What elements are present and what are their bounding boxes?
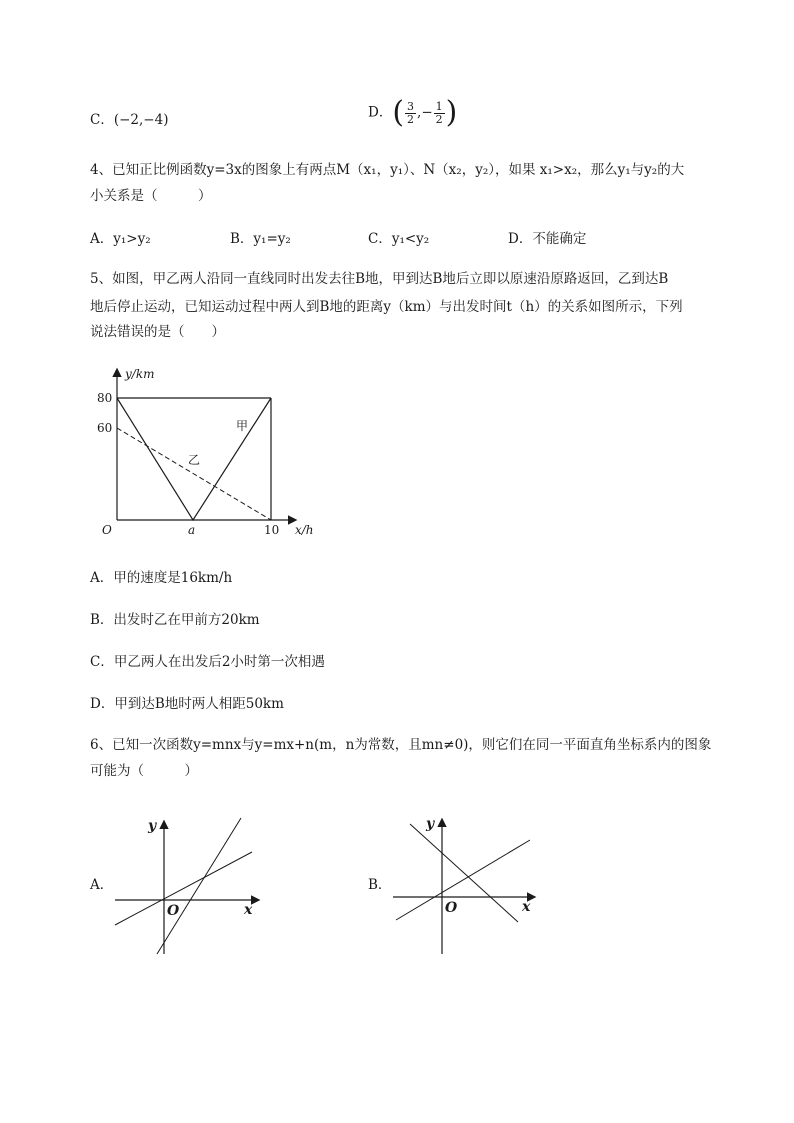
series-yi-label: 乙: [188, 453, 201, 467]
q5-option-a: A．甲的速度是16km/h: [90, 570, 233, 586]
option-label: C．: [90, 112, 114, 128]
q5-option-b: B．出发时乙在甲前方20km: [90, 612, 260, 628]
x-axis-label: x: [244, 902, 253, 918]
q4-stem-line2: 小关系是（ ）: [90, 188, 212, 204]
series-yi-line: [117, 428, 271, 520]
q5-option-c: C．甲乙两人在出发后2小时第一次相遇: [90, 654, 325, 670]
origin-label: O: [167, 903, 180, 919]
q6-graph-a: [110, 812, 270, 960]
line-1: [410, 824, 518, 922]
q5-stem-line1: 5、如图，甲乙两人沿同一直线同时出发去往B地，甲到达B地后立即以原速沿原路返回，乙到达B: [90, 271, 669, 287]
option-value: (−2,−4): [113, 112, 169, 128]
origin-label: O: [445, 900, 458, 916]
left-paren: (: [392, 95, 405, 130]
x-tick-a: a: [188, 523, 196, 537]
x-tick-10: 10: [264, 523, 280, 537]
series-jia-label: 甲: [236, 419, 249, 433]
q6-stem-line2: 可能为（ ）: [90, 763, 198, 779]
q6-option-b-label: B．: [368, 877, 392, 893]
q5-stem-line2: 地后停止运动，已知运动过程中两人到B地的距离y（km）与出发时间t（h）的关系如图所示，下列: [90, 299, 683, 315]
y-tick-60: 60: [97, 421, 113, 435]
y-axis-label: y/km: [125, 367, 155, 381]
q6-stem-line1: 6、已知一次函数y=mnx与y=mx+n(m，n为常数，且mn≠0)，则它们在同一平面直角坐标系内的图象: [90, 737, 712, 753]
origin-label: O: [102, 523, 112, 537]
line-1: [115, 852, 252, 925]
line-2: [396, 840, 530, 920]
q6-graph-b: [388, 812, 548, 960]
y-axis-label: y: [426, 816, 435, 832]
right-paren: ): [445, 95, 458, 130]
q4-option-c: C．y₁<y₂: [368, 231, 430, 247]
y-tick-80: 80: [97, 391, 113, 405]
line-2: [157, 818, 241, 954]
q5-option-d: D．甲到达B地时两人相距50km: [90, 696, 284, 712]
q3-option-c: [90, 108, 168, 128]
q3-option-d: [368, 95, 458, 130]
x-axis-label: x/h: [295, 523, 314, 537]
q4-option-b: B．y₁=y₂: [230, 231, 291, 247]
q5-distance-time-chart: [90, 360, 330, 545]
fraction-y: $\frac{1}{2}$: [435, 99, 443, 126]
fraction-x: $\frac{3}{2}$: [407, 99, 415, 126]
q4-stem-line1: 4、已知正比例函数y=3x的图象上有两点M（x₁，y₁）、N（x₂，y₂），如果 x₁>x₂，那么y₁与y₂的大: [90, 162, 685, 178]
y-axis-label: y: [148, 818, 157, 834]
q4-option-a: A．y₁>y₂: [90, 231, 151, 247]
q6-option-a-label: A．: [90, 877, 114, 893]
separator: ,−: [417, 104, 433, 121]
x-axis-label: x: [522, 899, 531, 915]
q5-stem-line3: 说法错误的是（ ）: [90, 324, 225, 340]
option-label: D．: [368, 104, 393, 121]
q4-option-d: D．不能确定: [508, 231, 587, 247]
